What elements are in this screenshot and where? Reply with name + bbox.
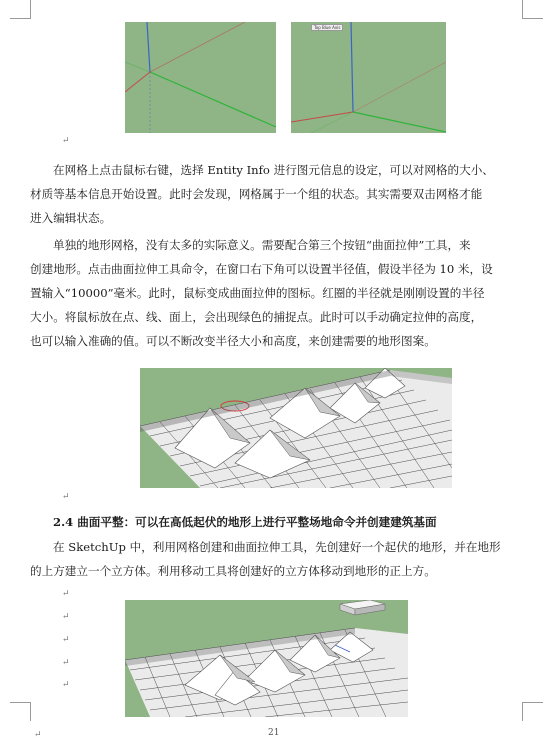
text-line: 单独的地形网格，没有太多的实际意义。需要配合第三个按钮“曲面拉伸”工具，来 (53, 238, 471, 252)
screenshot-axes-right (291, 22, 446, 133)
crop-mark-top-left (10, 0, 31, 19)
paragraph-mark: ↵ (62, 680, 70, 690)
heading-text: 2.4 曲面平整：可以在高低起伏的地形上进行平整场地命令并创建建筑基面 (53, 515, 437, 529)
screenshot-terrain-stretch (140, 368, 452, 488)
paragraph-entity-info (30, 158, 530, 230)
text-line: 创建地形。点击曲面拉伸工具命令，在窗口右下角可以设置半径值，假设半径为 10 米，设 (30, 262, 493, 276)
text-line: 也可以输入准确的值。可以不断改变半径大小和高度，来创建需要的地形图案。 (30, 334, 436, 348)
paragraph-mark: ↵ (62, 589, 70, 599)
paragraph-mark: ↵ (62, 635, 70, 645)
text-line: 在网格上点击鼠标右键，选择 Entity Info 进行图元信息的设定，可以对网格的大小、 (53, 163, 494, 177)
text-line: 进入编辑状态。 (30, 211, 112, 225)
text-line: 的上方建立一个立方体。利用移动工具将创建好的立方体移动到地形的正上方。 (30, 564, 436, 578)
text-line: 在 SketchUp 中，利用网格创建和曲面拉伸工具，先创建好一个起伏的地形，并在地形 (53, 540, 501, 554)
paragraph-mark: ↵ (34, 730, 42, 740)
paragraph-mark: ↵ (62, 612, 70, 622)
crop-mark-bottom-right (522, 702, 543, 721)
paragraph-mark: ↵ (62, 658, 70, 668)
text-line: 材质等基本信息开始设置。此时会发现，网格属于一个组的状态。其实需要双击网格才能 (30, 187, 483, 201)
paragraph-sketchup-flatten (30, 535, 530, 583)
crop-mark-top-right (522, 0, 543, 19)
paragraph-terrain-stretch (30, 233, 530, 353)
page-number: 21 (268, 728, 280, 738)
text-line: 置输入“10000”毫米。此时，鼠标变成曲面拉伸的图标。红圈的半径就是刚刚设置的半径 (30, 286, 485, 300)
paragraph-mark: ↵ (62, 136, 70, 146)
screenshot-axes-left (125, 22, 276, 133)
text-line: 大小。将鼠标放在点、线、面上，会出现绿色的捕捉点。此时可以手动确定拉伸的高度， (30, 310, 483, 324)
axis-tooltip: Top Blue Axis (311, 24, 343, 31)
section-heading (30, 510, 530, 534)
paragraph-mark: ↵ (62, 492, 70, 502)
screenshot-terrain-with-cube (125, 600, 408, 717)
crop-mark-bottom-left (10, 702, 31, 721)
